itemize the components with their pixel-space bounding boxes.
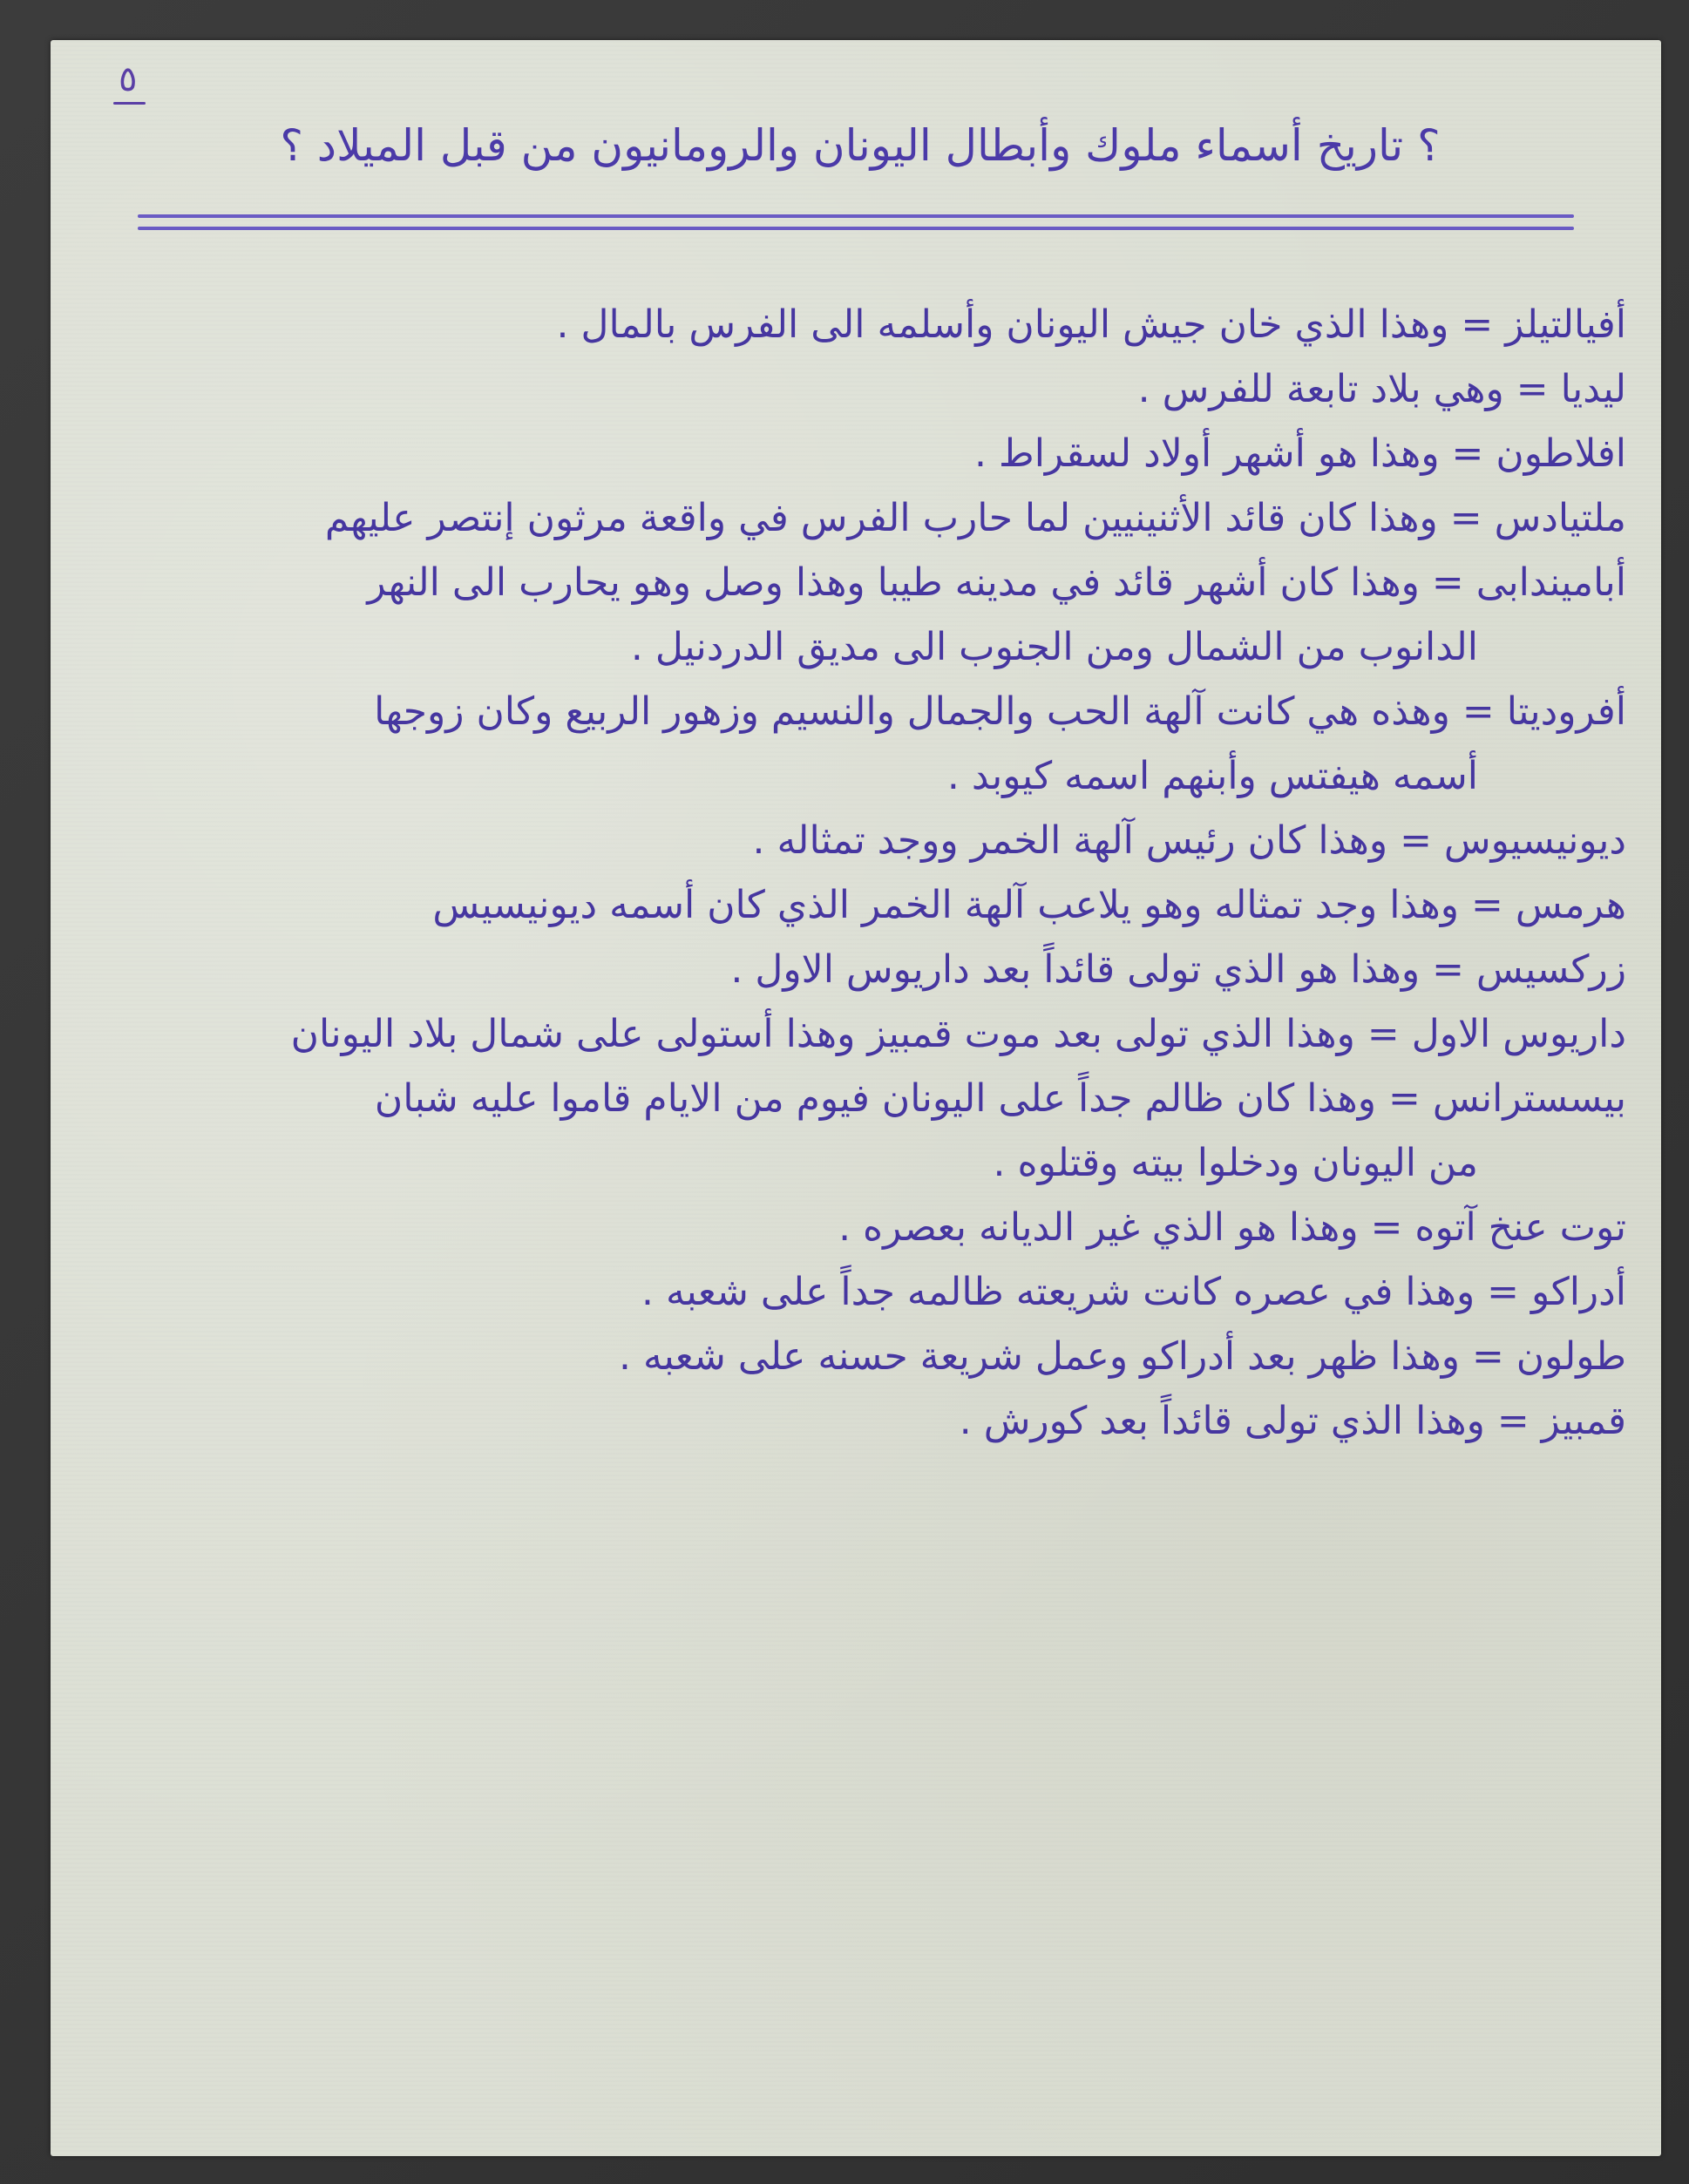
text-line: داريوس الاول = وهذا الذي تولى بعد موت قمبيز وهذا أستولى على شمال بلاد اليونان	[290, 1012, 1626, 1056]
text-line: قمبيز = وهذا الذي تولى قائداً بعد كورش .	[959, 1399, 1626, 1443]
text-line: من اليونان ودخلوا بيته وقتلوه .	[993, 1141, 1478, 1185]
text-line: أباميندابى = وهذا كان أشهر قائد في مدينه طيبا وهذا وصل وهو يحارب الى النهر	[367, 560, 1626, 605]
text-line: بيسسترانس = وهذا كان ظالم جداً على اليونان فيوم من الايام قاموا عليه شبان	[374, 1076, 1626, 1121]
title-underline	[138, 214, 1574, 218]
page-number: ٥	[119, 59, 138, 99]
title-underline	[138, 227, 1574, 230]
text-line: ليديا = وهي بلاد تابعة للفرس .	[1137, 367, 1626, 411]
text-line: زركسيس = وهذا هو الذي تولى قائداً بعد داريوس الاول .	[730, 947, 1626, 992]
text-line: ديونيسيوس = وهذا كان رئيس آلهة الخمر ووجد تمثاله .	[752, 818, 1626, 863]
text-line: ملتيادس = وهذا كان قائد الأثنينيين لما حارب الفرس في واقعة مرثون إنتصر عليهم	[324, 496, 1626, 540]
text-line: أسمه هيفتس وأبنهم اسمه كيوبد .	[946, 754, 1478, 798]
text-line: توت عنخ آتوه = وهذا هو الذي غير الديانه بعصره .	[838, 1205, 1626, 1250]
text-body	[103, 293, 1626, 1454]
page-title: ؟ تاريخ أسماء ملوك وأبطال اليونان والرومانيون من قبل الميلاد ؟	[280, 120, 1441, 171]
text-line: هرمس = وهذا وجد تمثاله وهو يلاعب آلهة الخمر الذي كان أسمه ديونيسيس	[432, 883, 1626, 927]
text-line: أفروديتا = وهذه هي كانت آلهة الحب والجمال والنسيم وزهور الربيع وكان زوجها	[374, 689, 1626, 734]
text-line: أدراكو = وهذا في عصره كانت شريعته ظالمه جداً على شعبه .	[641, 1270, 1626, 1314]
text-line: أفيالتيلز = وهذا الذي خان جيش اليونان وأسلمه الى الفرس بالمال .	[556, 302, 1626, 347]
text-line: افلاطون = وهذا هو أشهر أولاد لسقراط .	[974, 431, 1626, 476]
handwritten-page	[51, 40, 1661, 2156]
text-line: طولون = وهذا ظهر بعد أدراكو وعمل شريعة حسنه على شعبه .	[618, 1334, 1626, 1379]
text-line: الدانوب من الشمال ومن الجنوب الى مديق الدردنيل .	[630, 625, 1478, 669]
